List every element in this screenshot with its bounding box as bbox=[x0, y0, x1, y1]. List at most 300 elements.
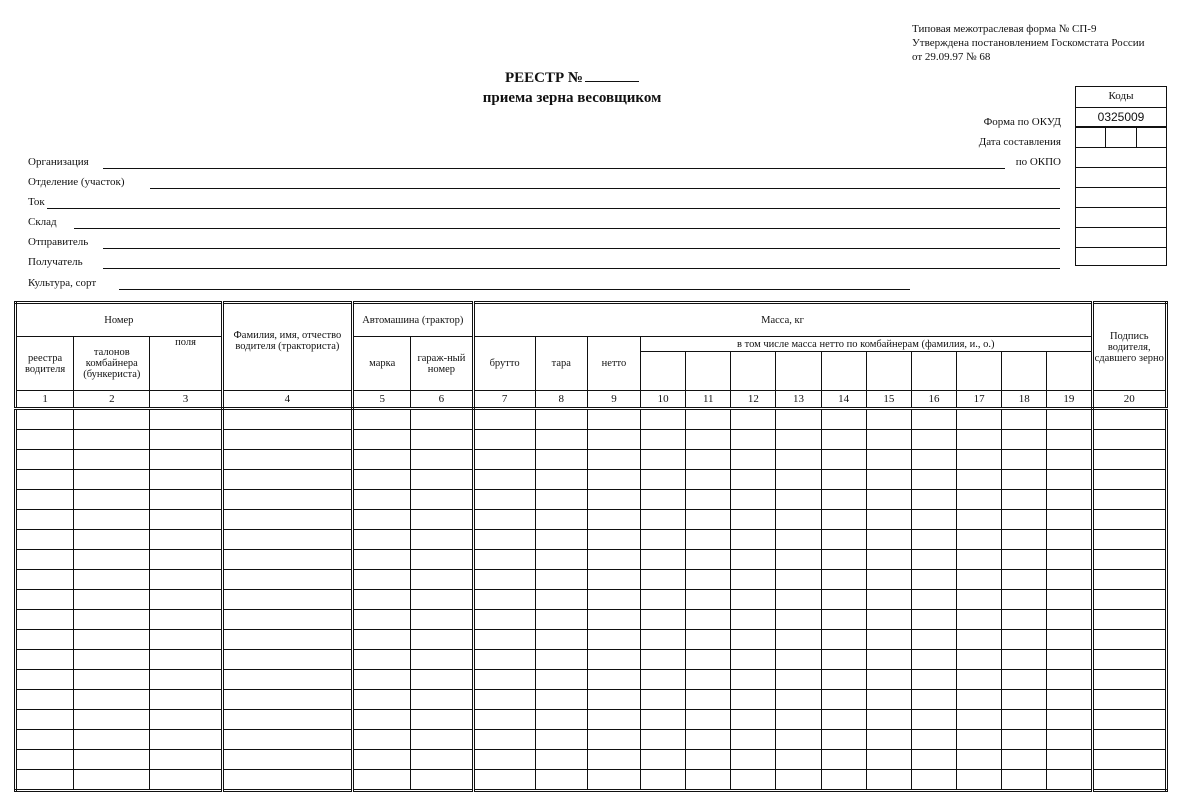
table-cell[interactable] bbox=[957, 430, 1002, 450]
table-cell[interactable] bbox=[957, 510, 1002, 530]
table-cell[interactable] bbox=[641, 770, 686, 791]
code-cell-9[interactable] bbox=[1076, 247, 1166, 265]
table-cell[interactable] bbox=[222, 430, 352, 450]
okpo-code[interactable] bbox=[1076, 147, 1166, 167]
table-cell[interactable] bbox=[16, 770, 74, 791]
table-cell[interactable] bbox=[587, 530, 640, 550]
combiner-col-13[interactable] bbox=[776, 352, 821, 391]
table-cell[interactable] bbox=[776, 570, 821, 590]
table-cell[interactable] bbox=[473, 750, 535, 770]
table-cell[interactable] bbox=[641, 570, 686, 590]
table-cell[interactable] bbox=[957, 610, 1002, 630]
table-cell[interactable] bbox=[411, 409, 473, 430]
table-cell[interactable] bbox=[776, 710, 821, 730]
table-cell[interactable] bbox=[222, 409, 352, 430]
table-cell[interactable] bbox=[1047, 730, 1092, 750]
table-cell[interactable] bbox=[731, 490, 776, 510]
table-cell[interactable] bbox=[1047, 650, 1092, 670]
table-cell[interactable] bbox=[222, 570, 352, 590]
table-cell[interactable] bbox=[411, 570, 473, 590]
table-cell[interactable] bbox=[866, 630, 911, 650]
table-cell[interactable] bbox=[74, 590, 150, 610]
table-cell[interactable] bbox=[641, 430, 686, 450]
table-cell[interactable] bbox=[16, 630, 74, 650]
table-cell[interactable] bbox=[957, 690, 1002, 710]
table-cell[interactable] bbox=[776, 770, 821, 791]
table-cell[interactable] bbox=[150, 590, 222, 610]
table-cell[interactable] bbox=[641, 550, 686, 570]
table-cell[interactable] bbox=[587, 490, 640, 510]
table-cell[interactable] bbox=[911, 610, 956, 630]
table-cell[interactable] bbox=[776, 630, 821, 650]
table-cell[interactable] bbox=[1092, 590, 1166, 610]
table-cell[interactable] bbox=[473, 610, 535, 630]
table-cell[interactable] bbox=[411, 430, 473, 450]
table-cell[interactable] bbox=[731, 409, 776, 430]
table-cell[interactable] bbox=[686, 750, 731, 770]
table-cell[interactable] bbox=[74, 570, 150, 590]
table-cell[interactable] bbox=[911, 670, 956, 690]
table-cell[interactable] bbox=[731, 450, 776, 470]
table-cell[interactable] bbox=[411, 450, 473, 470]
table-cell[interactable] bbox=[866, 750, 911, 770]
table-cell[interactable] bbox=[353, 670, 411, 690]
table-cell[interactable] bbox=[353, 630, 411, 650]
table-cell[interactable] bbox=[473, 470, 535, 490]
table-cell[interactable] bbox=[473, 550, 535, 570]
table-cell[interactable] bbox=[353, 409, 411, 430]
table-cell[interactable] bbox=[535, 610, 587, 630]
table-cell[interactable] bbox=[222, 610, 352, 630]
table-cell[interactable] bbox=[535, 690, 587, 710]
table-cell[interactable] bbox=[866, 730, 911, 750]
table-cell[interactable] bbox=[150, 610, 222, 630]
table-cell[interactable] bbox=[911, 490, 956, 510]
code-cell-8[interactable] bbox=[1076, 227, 1166, 247]
table-cell[interactable] bbox=[776, 550, 821, 570]
table-cell[interactable] bbox=[222, 770, 352, 791]
table-cell[interactable] bbox=[150, 510, 222, 530]
table-cell[interactable] bbox=[150, 750, 222, 770]
table-cell[interactable] bbox=[587, 630, 640, 650]
table-cell[interactable] bbox=[1002, 690, 1047, 710]
table-cell[interactable] bbox=[911, 409, 956, 430]
table-cell[interactable] bbox=[535, 730, 587, 750]
warehouse-line[interactable] bbox=[74, 228, 1060, 229]
table-cell[interactable] bbox=[353, 770, 411, 791]
table-cell[interactable] bbox=[641, 710, 686, 730]
table-cell[interactable] bbox=[353, 430, 411, 450]
table-cell[interactable] bbox=[866, 590, 911, 610]
table-cell[interactable] bbox=[16, 490, 74, 510]
table-cell[interactable] bbox=[1002, 630, 1047, 650]
table-cell[interactable] bbox=[587, 750, 640, 770]
table-cell[interactable] bbox=[16, 730, 74, 750]
table-cell[interactable] bbox=[74, 530, 150, 550]
table-cell[interactable] bbox=[731, 650, 776, 670]
table-cell[interactable] bbox=[641, 610, 686, 630]
table-cell[interactable] bbox=[641, 750, 686, 770]
table-cell[interactable] bbox=[911, 690, 956, 710]
table-cell[interactable] bbox=[74, 710, 150, 730]
table-cell[interactable] bbox=[411, 770, 473, 791]
table-cell[interactable] bbox=[911, 590, 956, 610]
table-cell[interactable] bbox=[776, 430, 821, 450]
table-cell[interactable] bbox=[587, 470, 640, 490]
table-cell[interactable] bbox=[222, 630, 352, 650]
table-cell[interactable] bbox=[74, 670, 150, 690]
organization-line[interactable] bbox=[103, 168, 1005, 169]
table-cell[interactable] bbox=[535, 450, 587, 470]
table-cell[interactable] bbox=[686, 630, 731, 650]
table-cell[interactable] bbox=[821, 610, 866, 630]
table-cell[interactable] bbox=[353, 650, 411, 670]
table-cell[interactable] bbox=[1002, 430, 1047, 450]
table-cell[interactable] bbox=[353, 590, 411, 610]
table-cell[interactable] bbox=[535, 630, 587, 650]
table-cell[interactable] bbox=[1002, 510, 1047, 530]
table-cell[interactable] bbox=[776, 670, 821, 690]
table-cell[interactable] bbox=[957, 450, 1002, 470]
table-cell[interactable] bbox=[16, 450, 74, 470]
table-cell[interactable] bbox=[150, 670, 222, 690]
table-cell[interactable] bbox=[686, 530, 731, 550]
table-cell[interactable] bbox=[150, 550, 222, 570]
table-cell[interactable] bbox=[641, 530, 686, 550]
table-cell[interactable] bbox=[222, 690, 352, 710]
table-cell[interactable] bbox=[641, 690, 686, 710]
code-cell-7[interactable] bbox=[1076, 207, 1166, 227]
table-cell[interactable] bbox=[821, 590, 866, 610]
table-cell[interactable] bbox=[411, 750, 473, 770]
table-cell[interactable] bbox=[222, 750, 352, 770]
combiner-col-10[interactable] bbox=[641, 352, 686, 391]
table-cell[interactable] bbox=[74, 409, 150, 430]
table-cell[interactable] bbox=[957, 630, 1002, 650]
table-cell[interactable] bbox=[957, 409, 1002, 430]
table-cell[interactable] bbox=[1002, 470, 1047, 490]
table-cell[interactable] bbox=[1047, 570, 1092, 590]
table-cell[interactable] bbox=[731, 730, 776, 750]
table-cell[interactable] bbox=[1047, 750, 1092, 770]
table-cell[interactable] bbox=[587, 690, 640, 710]
table-cell[interactable] bbox=[911, 430, 956, 450]
table-cell[interactable] bbox=[1092, 470, 1166, 490]
table-cell[interactable] bbox=[1047, 710, 1092, 730]
table-cell[interactable] bbox=[1092, 610, 1166, 630]
table-cell[interactable] bbox=[641, 450, 686, 470]
table-cell[interactable] bbox=[150, 530, 222, 550]
table-cell[interactable] bbox=[150, 450, 222, 470]
culture-line[interactable] bbox=[119, 289, 910, 290]
table-cell[interactable] bbox=[686, 690, 731, 710]
table-cell[interactable] bbox=[222, 730, 352, 750]
table-cell[interactable] bbox=[731, 550, 776, 570]
table-cell[interactable] bbox=[821, 710, 866, 730]
table-cell[interactable] bbox=[587, 570, 640, 590]
table-cell[interactable] bbox=[686, 610, 731, 630]
table-cell[interactable] bbox=[74, 630, 150, 650]
table-cell[interactable] bbox=[957, 590, 1002, 610]
table-cell[interactable] bbox=[473, 670, 535, 690]
table-cell[interactable] bbox=[74, 430, 150, 450]
date-cells[interactable] bbox=[1076, 127, 1166, 147]
combiner-col-17[interactable] bbox=[957, 352, 1002, 391]
table-cell[interactable] bbox=[821, 570, 866, 590]
combiner-col-19[interactable] bbox=[1047, 352, 1092, 391]
table-cell[interactable] bbox=[353, 550, 411, 570]
table-cell[interactable] bbox=[866, 409, 911, 430]
table-cell[interactable] bbox=[535, 530, 587, 550]
table-cell[interactable] bbox=[866, 430, 911, 450]
table-cell[interactable] bbox=[74, 510, 150, 530]
table-cell[interactable] bbox=[911, 770, 956, 791]
table-cell[interactable] bbox=[473, 710, 535, 730]
table-cell[interactable] bbox=[821, 530, 866, 550]
table-cell[interactable] bbox=[776, 470, 821, 490]
table-cell[interactable] bbox=[866, 670, 911, 690]
table-cell[interactable] bbox=[1092, 450, 1166, 470]
table-cell[interactable] bbox=[641, 730, 686, 750]
table-cell[interactable] bbox=[1002, 730, 1047, 750]
table-cell[interactable] bbox=[866, 610, 911, 630]
table-cell[interactable] bbox=[16, 530, 74, 550]
table-cell[interactable] bbox=[150, 690, 222, 710]
table-cell[interactable] bbox=[911, 710, 956, 730]
table-cell[interactable] bbox=[74, 650, 150, 670]
table-cell[interactable] bbox=[1047, 470, 1092, 490]
table-cell[interactable] bbox=[731, 430, 776, 450]
table-cell[interactable] bbox=[411, 650, 473, 670]
table-cell[interactable] bbox=[731, 670, 776, 690]
table-cell[interactable] bbox=[473, 490, 535, 510]
table-cell[interactable] bbox=[686, 490, 731, 510]
table-cell[interactable] bbox=[473, 650, 535, 670]
table-cell[interactable] bbox=[821, 630, 866, 650]
table-cell[interactable] bbox=[866, 650, 911, 670]
combiner-col-16[interactable] bbox=[911, 352, 956, 391]
table-cell[interactable] bbox=[911, 730, 956, 750]
table-cell[interactable] bbox=[16, 590, 74, 610]
table-cell[interactable] bbox=[16, 650, 74, 670]
table-cell[interactable] bbox=[473, 409, 535, 430]
table-cell[interactable] bbox=[731, 770, 776, 791]
table-cell[interactable] bbox=[353, 470, 411, 490]
table-cell[interactable] bbox=[411, 490, 473, 510]
table-cell[interactable] bbox=[1092, 430, 1166, 450]
table-cell[interactable] bbox=[150, 710, 222, 730]
table-cell[interactable] bbox=[1092, 750, 1166, 770]
table-cell[interactable] bbox=[535, 470, 587, 490]
table-cell[interactable] bbox=[222, 710, 352, 730]
table-cell[interactable] bbox=[641, 470, 686, 490]
table-cell[interactable] bbox=[686, 470, 731, 490]
combiner-col-14[interactable] bbox=[821, 352, 866, 391]
table-cell[interactable] bbox=[1047, 550, 1092, 570]
table-cell[interactable] bbox=[16, 409, 74, 430]
table-cell[interactable] bbox=[1047, 530, 1092, 550]
table-cell[interactable] bbox=[866, 690, 911, 710]
table-cell[interactable] bbox=[353, 490, 411, 510]
table-cell[interactable] bbox=[821, 550, 866, 570]
table-cell[interactable] bbox=[16, 470, 74, 490]
table-cell[interactable] bbox=[222, 510, 352, 530]
table-cell[interactable] bbox=[16, 430, 74, 450]
table-cell[interactable] bbox=[957, 530, 1002, 550]
table-cell[interactable] bbox=[911, 530, 956, 550]
table-cell[interactable] bbox=[411, 550, 473, 570]
table-cell[interactable] bbox=[866, 450, 911, 470]
table-cell[interactable] bbox=[16, 550, 74, 570]
table-cell[interactable] bbox=[353, 530, 411, 550]
table-cell[interactable] bbox=[866, 710, 911, 730]
table-cell[interactable] bbox=[411, 670, 473, 690]
table-cell[interactable] bbox=[16, 750, 74, 770]
table-cell[interactable] bbox=[473, 530, 535, 550]
table-cell[interactable] bbox=[911, 650, 956, 670]
table-cell[interactable] bbox=[411, 610, 473, 630]
table-cell[interactable] bbox=[411, 470, 473, 490]
code-cell-6[interactable] bbox=[1076, 187, 1166, 207]
table-cell[interactable] bbox=[353, 570, 411, 590]
code-cell-5[interactable] bbox=[1076, 167, 1166, 187]
table-cell[interactable] bbox=[776, 750, 821, 770]
table-cell[interactable] bbox=[16, 670, 74, 690]
table-cell[interactable] bbox=[1047, 630, 1092, 650]
table-cell[interactable] bbox=[1002, 409, 1047, 430]
table-cell[interactable] bbox=[776, 690, 821, 710]
table-cell[interactable] bbox=[535, 670, 587, 690]
table-cell[interactable] bbox=[587, 510, 640, 530]
table-cell[interactable] bbox=[587, 770, 640, 791]
table-cell[interactable] bbox=[1002, 670, 1047, 690]
table-cell[interactable] bbox=[776, 530, 821, 550]
table-cell[interactable] bbox=[535, 770, 587, 791]
table-cell[interactable] bbox=[1047, 409, 1092, 430]
table-cell[interactable] bbox=[1002, 770, 1047, 791]
table-cell[interactable] bbox=[866, 510, 911, 530]
table-cell[interactable] bbox=[150, 650, 222, 670]
table-cell[interactable] bbox=[1092, 490, 1166, 510]
table-cell[interactable] bbox=[535, 510, 587, 530]
table-cell[interactable] bbox=[1002, 610, 1047, 630]
table-cell[interactable] bbox=[957, 770, 1002, 791]
table-cell[interactable] bbox=[686, 570, 731, 590]
table-cell[interactable] bbox=[821, 770, 866, 791]
table-cell[interactable] bbox=[1047, 450, 1092, 470]
table-cell[interactable] bbox=[587, 450, 640, 470]
table-cell[interactable] bbox=[731, 570, 776, 590]
table-cell[interactable] bbox=[911, 470, 956, 490]
table-cell[interactable] bbox=[587, 430, 640, 450]
table-cell[interactable] bbox=[353, 730, 411, 750]
table-cell[interactable] bbox=[686, 510, 731, 530]
table-cell[interactable] bbox=[1092, 650, 1166, 670]
combiner-col-12[interactable] bbox=[731, 352, 776, 391]
table-cell[interactable] bbox=[911, 450, 956, 470]
table-cell[interactable] bbox=[587, 710, 640, 730]
table-cell[interactable] bbox=[731, 630, 776, 650]
table-cell[interactable] bbox=[74, 610, 150, 630]
table-cell[interactable] bbox=[776, 650, 821, 670]
table-cell[interactable] bbox=[821, 450, 866, 470]
table-cell[interactable] bbox=[1092, 770, 1166, 791]
table-cell[interactable] bbox=[731, 510, 776, 530]
table-cell[interactable] bbox=[957, 650, 1002, 670]
table-cell[interactable] bbox=[222, 470, 352, 490]
table-cell[interactable] bbox=[776, 409, 821, 430]
table-cell[interactable] bbox=[222, 550, 352, 570]
table-cell[interactable] bbox=[150, 770, 222, 791]
table-cell[interactable] bbox=[957, 750, 1002, 770]
table-cell[interactable] bbox=[641, 510, 686, 530]
table-cell[interactable] bbox=[821, 650, 866, 670]
table-cell[interactable] bbox=[535, 650, 587, 670]
table-cell[interactable] bbox=[150, 409, 222, 430]
table-cell[interactable] bbox=[686, 590, 731, 610]
table-cell[interactable] bbox=[411, 510, 473, 530]
table-cell[interactable] bbox=[16, 710, 74, 730]
table-cell[interactable] bbox=[957, 730, 1002, 750]
combiner-col-11[interactable] bbox=[686, 352, 731, 391]
table-cell[interactable] bbox=[731, 590, 776, 610]
table-cell[interactable] bbox=[1002, 450, 1047, 470]
table-cell[interactable] bbox=[731, 470, 776, 490]
table-cell[interactable] bbox=[535, 570, 587, 590]
table-cell[interactable] bbox=[1002, 550, 1047, 570]
table-cell[interactable] bbox=[957, 710, 1002, 730]
table-cell[interactable] bbox=[641, 670, 686, 690]
table-cell[interactable] bbox=[686, 770, 731, 791]
table-cell[interactable] bbox=[150, 470, 222, 490]
receiver-line[interactable] bbox=[103, 268, 1060, 269]
table-cell[interactable] bbox=[866, 570, 911, 590]
table-cell[interactable] bbox=[776, 730, 821, 750]
table-cell[interactable] bbox=[1047, 590, 1092, 610]
table-cell[interactable] bbox=[411, 590, 473, 610]
table-cell[interactable] bbox=[1092, 550, 1166, 570]
table-cell[interactable] bbox=[535, 590, 587, 610]
table-cell[interactable] bbox=[776, 610, 821, 630]
table-cell[interactable] bbox=[1002, 650, 1047, 670]
table-cell[interactable] bbox=[1092, 670, 1166, 690]
table-cell[interactable] bbox=[74, 490, 150, 510]
table-cell[interactable] bbox=[1092, 570, 1166, 590]
table-cell[interactable] bbox=[74, 730, 150, 750]
table-cell[interactable] bbox=[641, 490, 686, 510]
table-cell[interactable] bbox=[535, 430, 587, 450]
table-cell[interactable] bbox=[1047, 430, 1092, 450]
combiner-col-18[interactable] bbox=[1002, 352, 1047, 391]
department-line[interactable] bbox=[150, 188, 1060, 189]
table-cell[interactable] bbox=[731, 750, 776, 770]
table-cell[interactable] bbox=[535, 710, 587, 730]
table-cell[interactable] bbox=[731, 710, 776, 730]
table-cell[interactable] bbox=[641, 650, 686, 670]
table-cell[interactable] bbox=[1092, 409, 1166, 430]
table-cell[interactable] bbox=[150, 730, 222, 750]
table-cell[interactable] bbox=[74, 450, 150, 470]
registry-number-field[interactable] bbox=[585, 68, 639, 82]
table-cell[interactable] bbox=[411, 690, 473, 710]
table-cell[interactable] bbox=[473, 570, 535, 590]
table-cell[interactable] bbox=[535, 750, 587, 770]
table-cell[interactable] bbox=[587, 730, 640, 750]
table-cell[interactable] bbox=[1092, 730, 1166, 750]
table-cell[interactable] bbox=[821, 430, 866, 450]
table-cell[interactable] bbox=[1002, 490, 1047, 510]
table-cell[interactable] bbox=[821, 490, 866, 510]
